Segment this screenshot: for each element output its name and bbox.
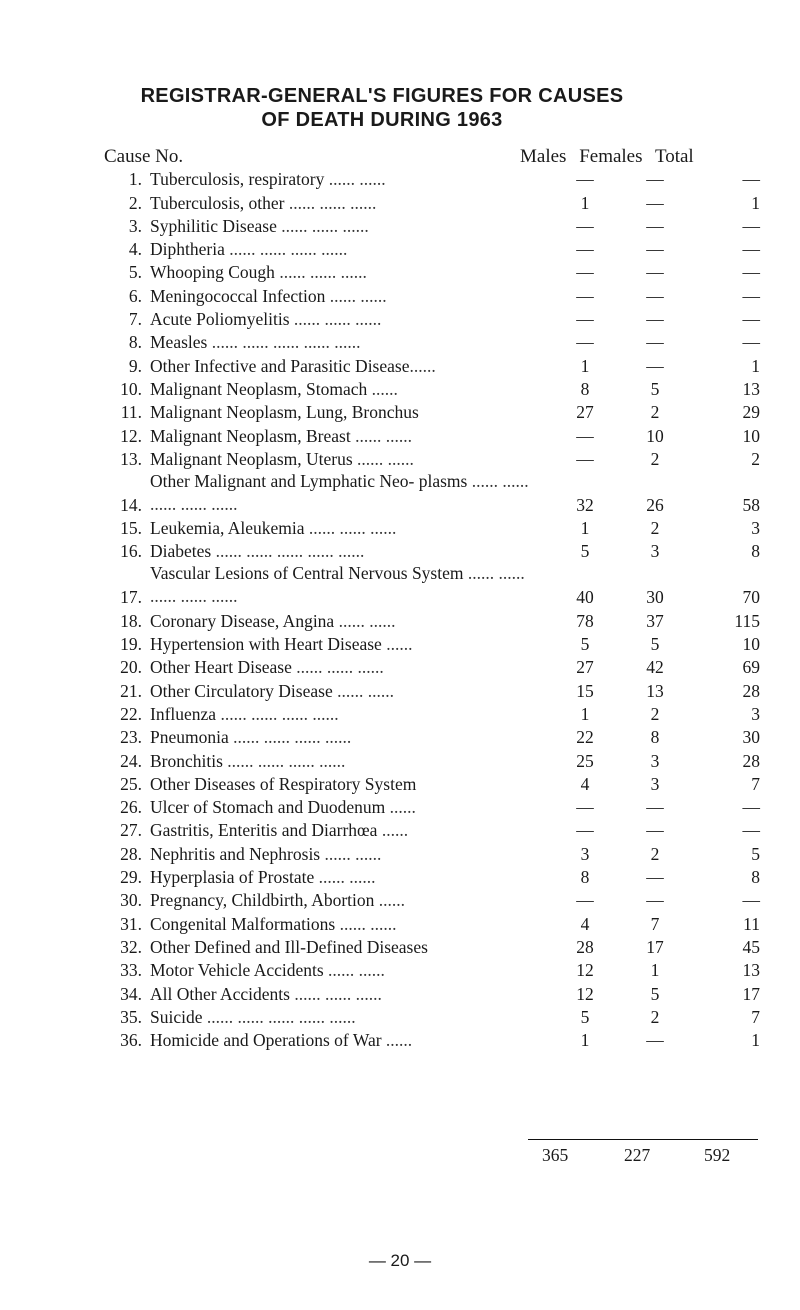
cause-label: Congenital Malformations (150, 913, 336, 934)
cause-name (150, 562, 550, 608)
females-value: — (646, 820, 664, 841)
header-cause-no: Cause No. (104, 146, 184, 167)
males-value: — (576, 425, 594, 446)
leader-dots: ...... ...... ...... ...... (216, 703, 339, 724)
cause-label: Pneumonia (150, 727, 229, 748)
table-row (100, 1028, 772, 1051)
females-value: 7 (650, 913, 660, 934)
females-value: — (646, 309, 664, 330)
cause-number: 10. (120, 378, 142, 399)
cause-number: 5. (128, 262, 142, 283)
cause-label: Tuberculosis, respiratory (150, 169, 325, 190)
females-value: — (646, 262, 664, 283)
cause-label: Other Circulatory Disease (150, 680, 333, 701)
cause-name (150, 678, 550, 701)
table-row (100, 678, 772, 701)
females-value: — (646, 797, 664, 818)
total-value: — (742, 820, 760, 841)
cause-number: 14. (120, 494, 142, 515)
cause-name (150, 307, 550, 330)
females-value: 2 (650, 448, 660, 469)
cause-name (150, 516, 550, 539)
males-value: 15 (576, 680, 594, 701)
females-value: 3 (650, 750, 660, 771)
total-value: 1 (751, 1030, 760, 1051)
males-value: 8 (580, 378, 590, 399)
cause-name (150, 841, 550, 864)
total-value: 8 (751, 867, 760, 888)
females-value: — (646, 355, 664, 376)
cause-label: Vascular Lesions of Central Nervous System (150, 563, 464, 584)
cause-label: Ulcer of Stomach and Duodenum (150, 797, 386, 818)
females-value: 3 (650, 541, 660, 562)
table-row (100, 911, 772, 934)
females-value: 13 (646, 680, 664, 701)
females-value: — (646, 215, 664, 236)
cause-name (150, 447, 550, 470)
table-row (100, 283, 772, 306)
total-value: 28 (742, 750, 760, 771)
cause-name (150, 655, 550, 678)
males-value: — (576, 309, 594, 330)
table-row (100, 330, 772, 353)
total-value: 3 (751, 703, 760, 724)
table-row (100, 516, 772, 539)
cause-name (150, 214, 550, 237)
females-value: — (646, 1030, 664, 1051)
males-value: — (576, 239, 594, 260)
cause-number: 20. (120, 657, 142, 678)
cause-name (150, 865, 550, 888)
total-value: 70 (742, 587, 760, 608)
table-row (100, 608, 772, 631)
leader-dots: ...... ...... (323, 960, 385, 981)
causes-table (100, 167, 772, 1051)
males-value: 78 (576, 610, 594, 631)
table-row (100, 260, 772, 283)
leader-dots: ...... ...... ...... ...... (222, 750, 346, 771)
cause-label: Malignant Neoplasm, Lung, Bronchus (150, 402, 419, 423)
cause-label: Diphtheria (150, 239, 225, 260)
males-value: 8 (580, 867, 590, 888)
cause-number: 31. (120, 913, 142, 934)
leader-dots: ...... ...... (350, 425, 412, 446)
cause-name (150, 958, 550, 981)
cause-label: Leukemia, Aleukemia (150, 518, 305, 539)
cause-number: 24. (120, 750, 142, 771)
females-value: 2 (650, 843, 660, 864)
leader-dots: ...... ...... (352, 448, 414, 469)
total-value: 13 (742, 378, 760, 399)
leader-dots: ...... ...... ...... (289, 983, 382, 1004)
table-row (100, 353, 772, 376)
females-value: — (646, 285, 664, 306)
females-value: — (646, 867, 664, 888)
table-row (100, 447, 772, 470)
total-value: 2 (751, 448, 760, 469)
total-value: 29 (742, 402, 760, 423)
page-number: — 20 — (368, 1251, 432, 1270)
total-value: 45 (742, 936, 760, 957)
leader-dots: ...... ...... ...... (291, 657, 384, 678)
cause-label: Bronchitis (150, 750, 223, 771)
leader-dots: ...... ...... ...... ...... (224, 239, 348, 260)
males-value: — (576, 820, 594, 841)
table-row (100, 935, 772, 958)
leader-dots: ...... ...... ...... ...... ...... (202, 1006, 356, 1027)
leader-dots: ...... ...... (314, 867, 376, 888)
leader-dots: ...... (381, 1030, 413, 1051)
cause-name (150, 772, 550, 795)
cause-label: Nephritis and Nephrosis (150, 843, 321, 864)
cause-number: 18. (120, 610, 142, 631)
cause-label: Suicide (150, 1006, 203, 1027)
table-row (100, 237, 772, 260)
total-value: 28 (742, 680, 760, 701)
cause-name (150, 1028, 550, 1051)
cause-number: 33. (120, 960, 142, 981)
cause-number: 17. (120, 587, 142, 608)
leader-dots: ...... ...... (320, 843, 382, 864)
cause-number: 3. (128, 215, 142, 236)
cause-name (150, 190, 550, 213)
cause-label: Other Malignant and Lymphatic Neo- plasms (150, 470, 468, 491)
females-value: 10 (646, 425, 664, 446)
cause-number: 13. (120, 448, 142, 469)
cause-label: Malignant Neoplasm, Breast (150, 425, 351, 446)
males-value: — (576, 890, 594, 911)
total-value: 17 (742, 983, 760, 1004)
total-value: 69 (742, 657, 760, 678)
table-row (100, 655, 772, 678)
table-row (100, 190, 772, 213)
females-value: 2 (650, 703, 660, 724)
cause-name (150, 1005, 550, 1028)
total-value: — (742, 890, 760, 911)
cause-name (150, 608, 550, 631)
leader-dots: ...... ...... ...... ...... ...... (211, 541, 365, 562)
males-value: 1 (580, 192, 590, 213)
cause-label: Influenza (150, 703, 217, 724)
females-value: 42 (646, 657, 664, 678)
females-value: 2 (650, 518, 660, 539)
cause-number: 7. (128, 309, 142, 330)
cause-number: 4. (128, 239, 142, 260)
leader-dots: ...... ...... ...... (276, 215, 369, 236)
total-total: 592 (704, 1145, 731, 1165)
males-value: 1 (580, 703, 590, 724)
females-value: 30 (646, 587, 664, 608)
males-value: — (576, 797, 594, 818)
table-row (100, 865, 772, 888)
females-value: 5 (650, 378, 660, 399)
cause-number: 22. (120, 703, 142, 724)
males-value: 12 (576, 960, 594, 981)
page-subtitle: OF DEATH DURING 1963 (261, 109, 503, 131)
females-value: 37 (646, 610, 664, 631)
males-value: — (576, 285, 594, 306)
cause-name (150, 818, 550, 841)
table-row (100, 400, 772, 423)
cause-number: 9. (128, 355, 142, 376)
table-row (100, 702, 772, 725)
header-columns (520, 146, 702, 168)
totals-rule (528, 1139, 758, 1140)
males-value: 1 (580, 518, 590, 539)
cause-label: Diabetes (150, 541, 212, 562)
total-value: 115 (734, 610, 760, 631)
total-value: — (742, 215, 760, 236)
males-value: 5 (580, 634, 590, 655)
cause-label: Syphilitic Disease (150, 215, 277, 236)
header-total: Total (654, 146, 694, 167)
cause-name (150, 935, 550, 958)
leader-dots: ...... ...... ...... ...... ...... (150, 470, 529, 514)
table-row (100, 1005, 772, 1028)
cause-label: Homicide and Operations of War (150, 1030, 382, 1051)
table-row (100, 214, 772, 237)
cause-name (150, 702, 550, 725)
leader-dots: ...... ...... ...... (284, 192, 377, 213)
males-value: 27 (576, 402, 594, 423)
cause-name (150, 283, 550, 306)
males-value: 28 (576, 936, 594, 957)
males-value: — (576, 169, 594, 190)
males-value: 12 (576, 983, 594, 1004)
males-value: 27 (576, 657, 594, 678)
cause-label: Hypertension with Heart Disease (150, 634, 382, 655)
cause-number: 36. (120, 1030, 142, 1051)
leader-dots: ...... (409, 355, 436, 376)
cause-number: 21. (120, 680, 142, 701)
page-title: REGISTRAR-GENERAL'S FIGURES FOR CAUSES (140, 85, 624, 107)
cause-name (150, 632, 550, 655)
cause-number: 25. (120, 773, 142, 794)
cause-label: Tuberculosis, other (150, 192, 285, 213)
cause-number: 34. (120, 983, 142, 1004)
males-value: 5 (580, 1006, 590, 1027)
cause-label: Pregnancy, Childbirth, Abortion (150, 890, 375, 911)
males-value: 22 (576, 727, 594, 748)
cause-label: Meningococcal Infection (150, 285, 326, 306)
cause-name (150, 260, 550, 283)
females-value: — (646, 192, 664, 213)
cause-label: Whooping Cough (150, 262, 275, 283)
total-females: 227 (624, 1145, 651, 1165)
cause-label: Gastritis, Enteritis and Diarrhœa (150, 820, 378, 841)
leader-dots: ...... ...... (334, 610, 396, 631)
leader-dots: ...... ...... ...... ...... ...... (207, 332, 361, 353)
total-value: 7 (751, 1006, 760, 1027)
total-value: — (742, 169, 760, 190)
leader-dots: ...... (367, 378, 398, 399)
males-value: — (576, 448, 594, 469)
cause-name (150, 725, 550, 748)
cause-number: 30. (120, 890, 142, 911)
total-value: 8 (751, 541, 760, 562)
females-value: 26 (646, 494, 664, 515)
cause-number: 29. (120, 867, 142, 888)
males-value: 32 (576, 494, 594, 515)
total-value: — (742, 239, 760, 260)
cause-number: 32. (120, 936, 142, 957)
cause-number: 12. (120, 425, 142, 446)
total-value: 10 (742, 634, 760, 655)
cause-number: 19. (120, 634, 142, 655)
cause-name (150, 167, 550, 190)
table-row (100, 632, 772, 655)
males-value: 5 (580, 541, 590, 562)
cause-label: Coronary Disease, Angina (150, 610, 335, 631)
females-value: 8 (650, 727, 660, 748)
males-value: 1 (580, 355, 590, 376)
cause-number: 26. (120, 797, 142, 818)
table-row (100, 377, 772, 400)
total-value: — (742, 285, 760, 306)
table-row (100, 167, 772, 190)
males-value: 1 (580, 1030, 590, 1051)
males-value: 40 (576, 587, 594, 608)
total-value: 11 (743, 913, 760, 934)
leader-dots: ...... ...... (324, 169, 386, 190)
table-row (100, 748, 772, 771)
leader-dots: ...... (381, 634, 413, 655)
cause-name (150, 795, 550, 818)
females-value: 3 (650, 773, 660, 794)
males-value: — (576, 332, 594, 353)
leader-dots: ...... ...... ...... (289, 309, 382, 330)
males-value: 25 (576, 750, 594, 771)
table-row (100, 725, 772, 748)
females-value: — (646, 169, 664, 190)
males-value: 3 (580, 843, 590, 864)
table-row (100, 562, 772, 608)
header-females: Females (579, 146, 643, 167)
females-value: — (646, 239, 664, 260)
cause-label: Other Heart Disease (150, 657, 292, 678)
total-value: — (742, 332, 760, 353)
cause-name (150, 377, 550, 400)
females-value: 5 (650, 634, 660, 655)
cause-number: 1. (128, 169, 142, 190)
total-value: — (742, 797, 760, 818)
cause-label: Other Defined and Ill-Defined Diseases (150, 936, 428, 957)
table-row (100, 423, 772, 446)
cause-label: Acute Poliomyelitis (150, 309, 290, 330)
cause-label: Measles (150, 332, 208, 353)
cause-name (150, 423, 550, 446)
total-value: — (742, 309, 760, 330)
leader-dots: ...... ...... ...... ...... ...... (150, 563, 525, 607)
leader-dots: ...... ...... (332, 680, 394, 701)
total-value: — (742, 262, 760, 283)
table-row (100, 539, 772, 562)
table-row (100, 818, 772, 841)
males-value: 4 (580, 913, 590, 934)
cause-number: 8. (128, 332, 142, 353)
cause-number: 27. (120, 820, 142, 841)
total-value: 3 (751, 518, 760, 539)
total-value: 58 (742, 494, 760, 515)
females-value: — (646, 890, 664, 911)
table-row (100, 841, 772, 864)
total-value: 30 (742, 727, 760, 748)
cause-number: 28. (120, 843, 142, 864)
total-males: 365 (542, 1145, 569, 1165)
total-value: 10 (742, 425, 760, 446)
cause-name (150, 911, 550, 934)
cause-number: 2. (128, 192, 142, 213)
cause-label: Motor Vehicle Accidents (150, 960, 324, 981)
cause-number: 15. (120, 518, 142, 539)
females-value: 17 (646, 936, 664, 957)
cause-label: Malignant Neoplasm, Uterus (150, 448, 353, 469)
cause-number: 11. (120, 402, 142, 423)
table-row (100, 981, 772, 1004)
leader-dots: ...... ...... (325, 285, 387, 306)
leader-dots: ...... ...... (335, 913, 397, 934)
cause-name (150, 539, 550, 562)
cause-number: 35. (120, 1006, 142, 1027)
cause-number: 16. (120, 541, 142, 562)
leader-dots: ...... (374, 890, 406, 911)
table-row (100, 795, 772, 818)
table-row (100, 307, 772, 330)
total-value: 7 (751, 773, 760, 794)
cause-name (150, 400, 550, 423)
females-value: 2 (650, 1006, 660, 1027)
table-row (100, 772, 772, 795)
table-row (100, 958, 772, 981)
total-value: 1 (751, 192, 760, 213)
cause-label: Malignant Neoplasm, Stomach (150, 378, 368, 399)
cause-label: Hyperplasia of Prostate (150, 867, 315, 888)
females-value: 2 (650, 402, 660, 423)
total-value: 13 (742, 960, 760, 981)
leader-dots: ...... ...... ...... (304, 518, 397, 539)
cause-name (150, 888, 550, 911)
leader-dots: ...... (385, 797, 416, 818)
cause-name (150, 330, 550, 353)
leader-dots: ...... (377, 820, 409, 841)
total-value: 5 (751, 843, 760, 864)
header-males: Males (520, 146, 567, 167)
cause-label: Other Infective and Parasitic Disease (150, 355, 410, 376)
males-value: — (576, 215, 594, 236)
table-row (100, 470, 772, 516)
males-value: — (576, 262, 594, 283)
females-value: 1 (650, 960, 660, 981)
males-value: 4 (580, 773, 590, 794)
cause-label: Other Diseases of Respiratory System (150, 773, 417, 794)
cause-name (150, 237, 550, 260)
table-row (100, 888, 772, 911)
cause-name (150, 748, 550, 771)
cause-number: 6. (128, 285, 142, 306)
cause-number: 23. (120, 727, 142, 748)
cause-name (150, 981, 550, 1004)
cause-name (150, 353, 550, 376)
total-value: 1 (751, 355, 760, 376)
females-value: — (646, 332, 664, 353)
leader-dots: ...... ...... ...... (274, 262, 367, 283)
females-value: 5 (650, 983, 660, 1004)
leader-dots: ...... ...... ...... ...... (228, 727, 352, 748)
cause-label: All Other Accidents (150, 983, 290, 1004)
cause-name (150, 470, 550, 516)
